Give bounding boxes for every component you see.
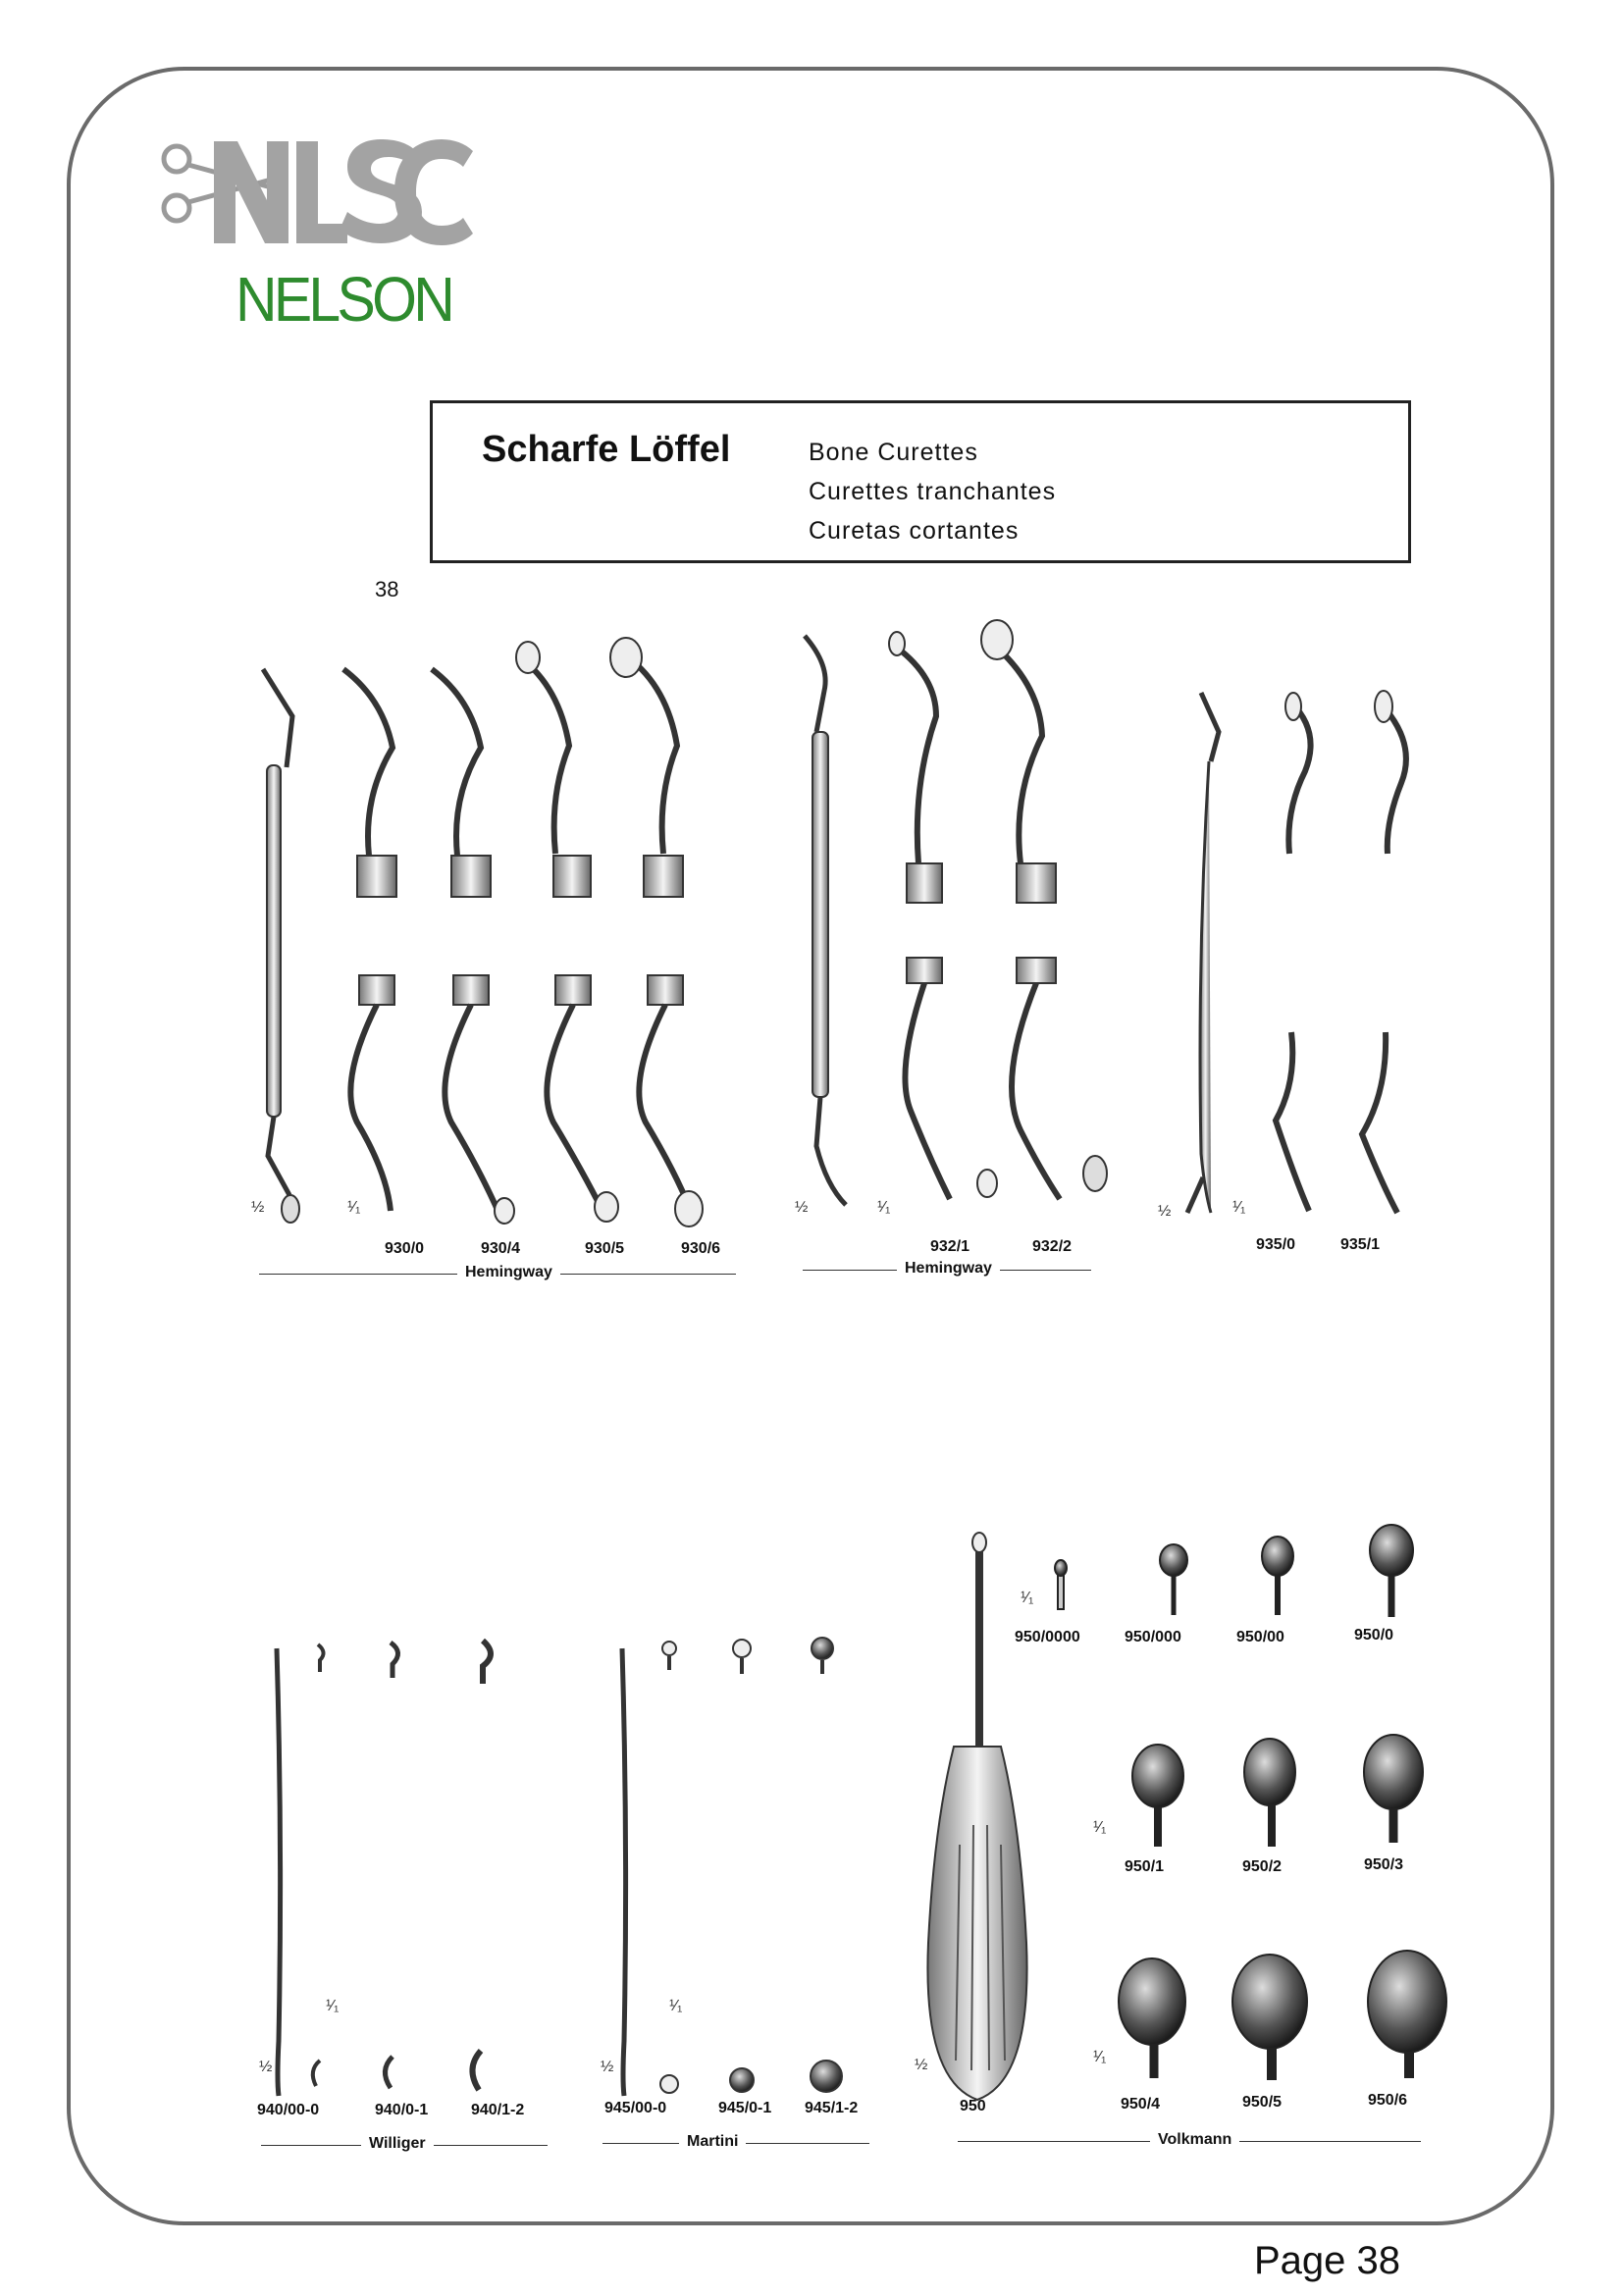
instrument-935-full <box>1187 693 1219 1213</box>
instrument-932-full <box>805 636 846 1205</box>
item-label: 950/2 <box>1242 1858 1283 1875</box>
scale-935-half: ½ <box>1158 1203 1172 1220</box>
item-label-handle: 950 <box>960 2098 986 2114</box>
item-label: 950/3 <box>1364 1856 1404 1873</box>
scale-935-full: ¹⁄₁ <box>1232 1199 1246 1216</box>
scale-volkmann-handle-half: ½ <box>915 2057 928 2073</box>
title-spanish: Curetas cortantes <box>809 517 1020 545</box>
item-label: 950/0000 <box>1015 1629 1080 1645</box>
scale-volkmann-row1: ¹⁄₁ <box>1021 1590 1034 1606</box>
item-label: 932/1 <box>930 1238 970 1255</box>
scale-932-half: ½ <box>795 1199 809 1216</box>
brand-name: NELSON <box>236 264 452 335</box>
scale-volkmann-row3: ¹⁄₁ <box>1093 2049 1107 2065</box>
item-label: 950/6 <box>1368 2092 1408 2109</box>
catalogue-page-ref: 38 <box>375 577 399 601</box>
item-label: 950/000 <box>1125 1629 1181 1645</box>
item-label: 930/6 <box>681 1240 721 1257</box>
group-name-martini: Martini <box>679 2133 746 2151</box>
group-name-hemingway-930: Hemingway <box>457 1264 560 1281</box>
item-label: 932/2 <box>1032 1238 1073 1255</box>
scale-williger-full: ¹⁄₁ <box>326 1998 340 2014</box>
instrument-martini <box>622 1638 842 2096</box>
item-label: 950/0 <box>1354 1627 1394 1644</box>
item-label: 940/0-1 <box>375 2102 429 2118</box>
group-name-volkmann: Volkmann <box>1150 2131 1239 2149</box>
instrument-volkmann-spoons <box>1055 1525 1446 2080</box>
item-label: 930/4 <box>481 1240 521 1257</box>
scale-930-half: ½ <box>251 1199 265 1216</box>
page-number: Page 38 <box>1254 2239 1401 2282</box>
scale-williger-half: ½ <box>259 2059 273 2075</box>
scale-volkmann-row2: ¹⁄₁ <box>1093 1819 1107 1836</box>
item-label: 950/4 <box>1121 2096 1161 2113</box>
instrument-935-tips <box>1276 691 1406 1213</box>
instrument-930-upper-tips <box>343 638 683 897</box>
instrument-williger <box>277 1641 491 2096</box>
instrument-930-full <box>263 669 299 1223</box>
item-label: 945/1-2 <box>805 2100 859 2116</box>
item-label: 935/0 <box>1256 1236 1296 1253</box>
item-label: 930/5 <box>585 1240 625 1257</box>
instrument-volkmann-handle <box>927 1533 1026 2100</box>
item-label: 945/0-1 <box>718 2100 772 2116</box>
item-label: 935/1 <box>1340 1236 1381 1253</box>
item-label: 950/1 <box>1125 1858 1165 1875</box>
title-french: Curettes tranchantes <box>809 478 1057 505</box>
instrument-932-tips <box>889 620 1107 1199</box>
item-label: 930/0 <box>385 1240 425 1257</box>
scale-martini-half: ½ <box>601 2059 614 2075</box>
item-label: 945/00-0 <box>604 2100 667 2116</box>
title-german: Scharfe Löffel <box>482 429 731 470</box>
item-label: 940/00-0 <box>257 2102 320 2118</box>
group-name-hemingway-932: Hemingway <box>897 1260 1000 1278</box>
item-label: 950/00 <box>1236 1629 1284 1645</box>
scale-932-full: ¹⁄₁ <box>877 1199 891 1216</box>
item-label: 950/5 <box>1242 2094 1283 2111</box>
item-label: 940/1-2 <box>471 2102 525 2118</box>
title-english: Bone Curettes <box>809 439 978 466</box>
instrument-930-lower-tips <box>350 975 703 1226</box>
scale-martini-full: ¹⁄₁ <box>669 1998 683 2014</box>
scale-930-full: ¹⁄₁ <box>347 1199 361 1216</box>
group-name-williger: Williger <box>361 2135 434 2153</box>
